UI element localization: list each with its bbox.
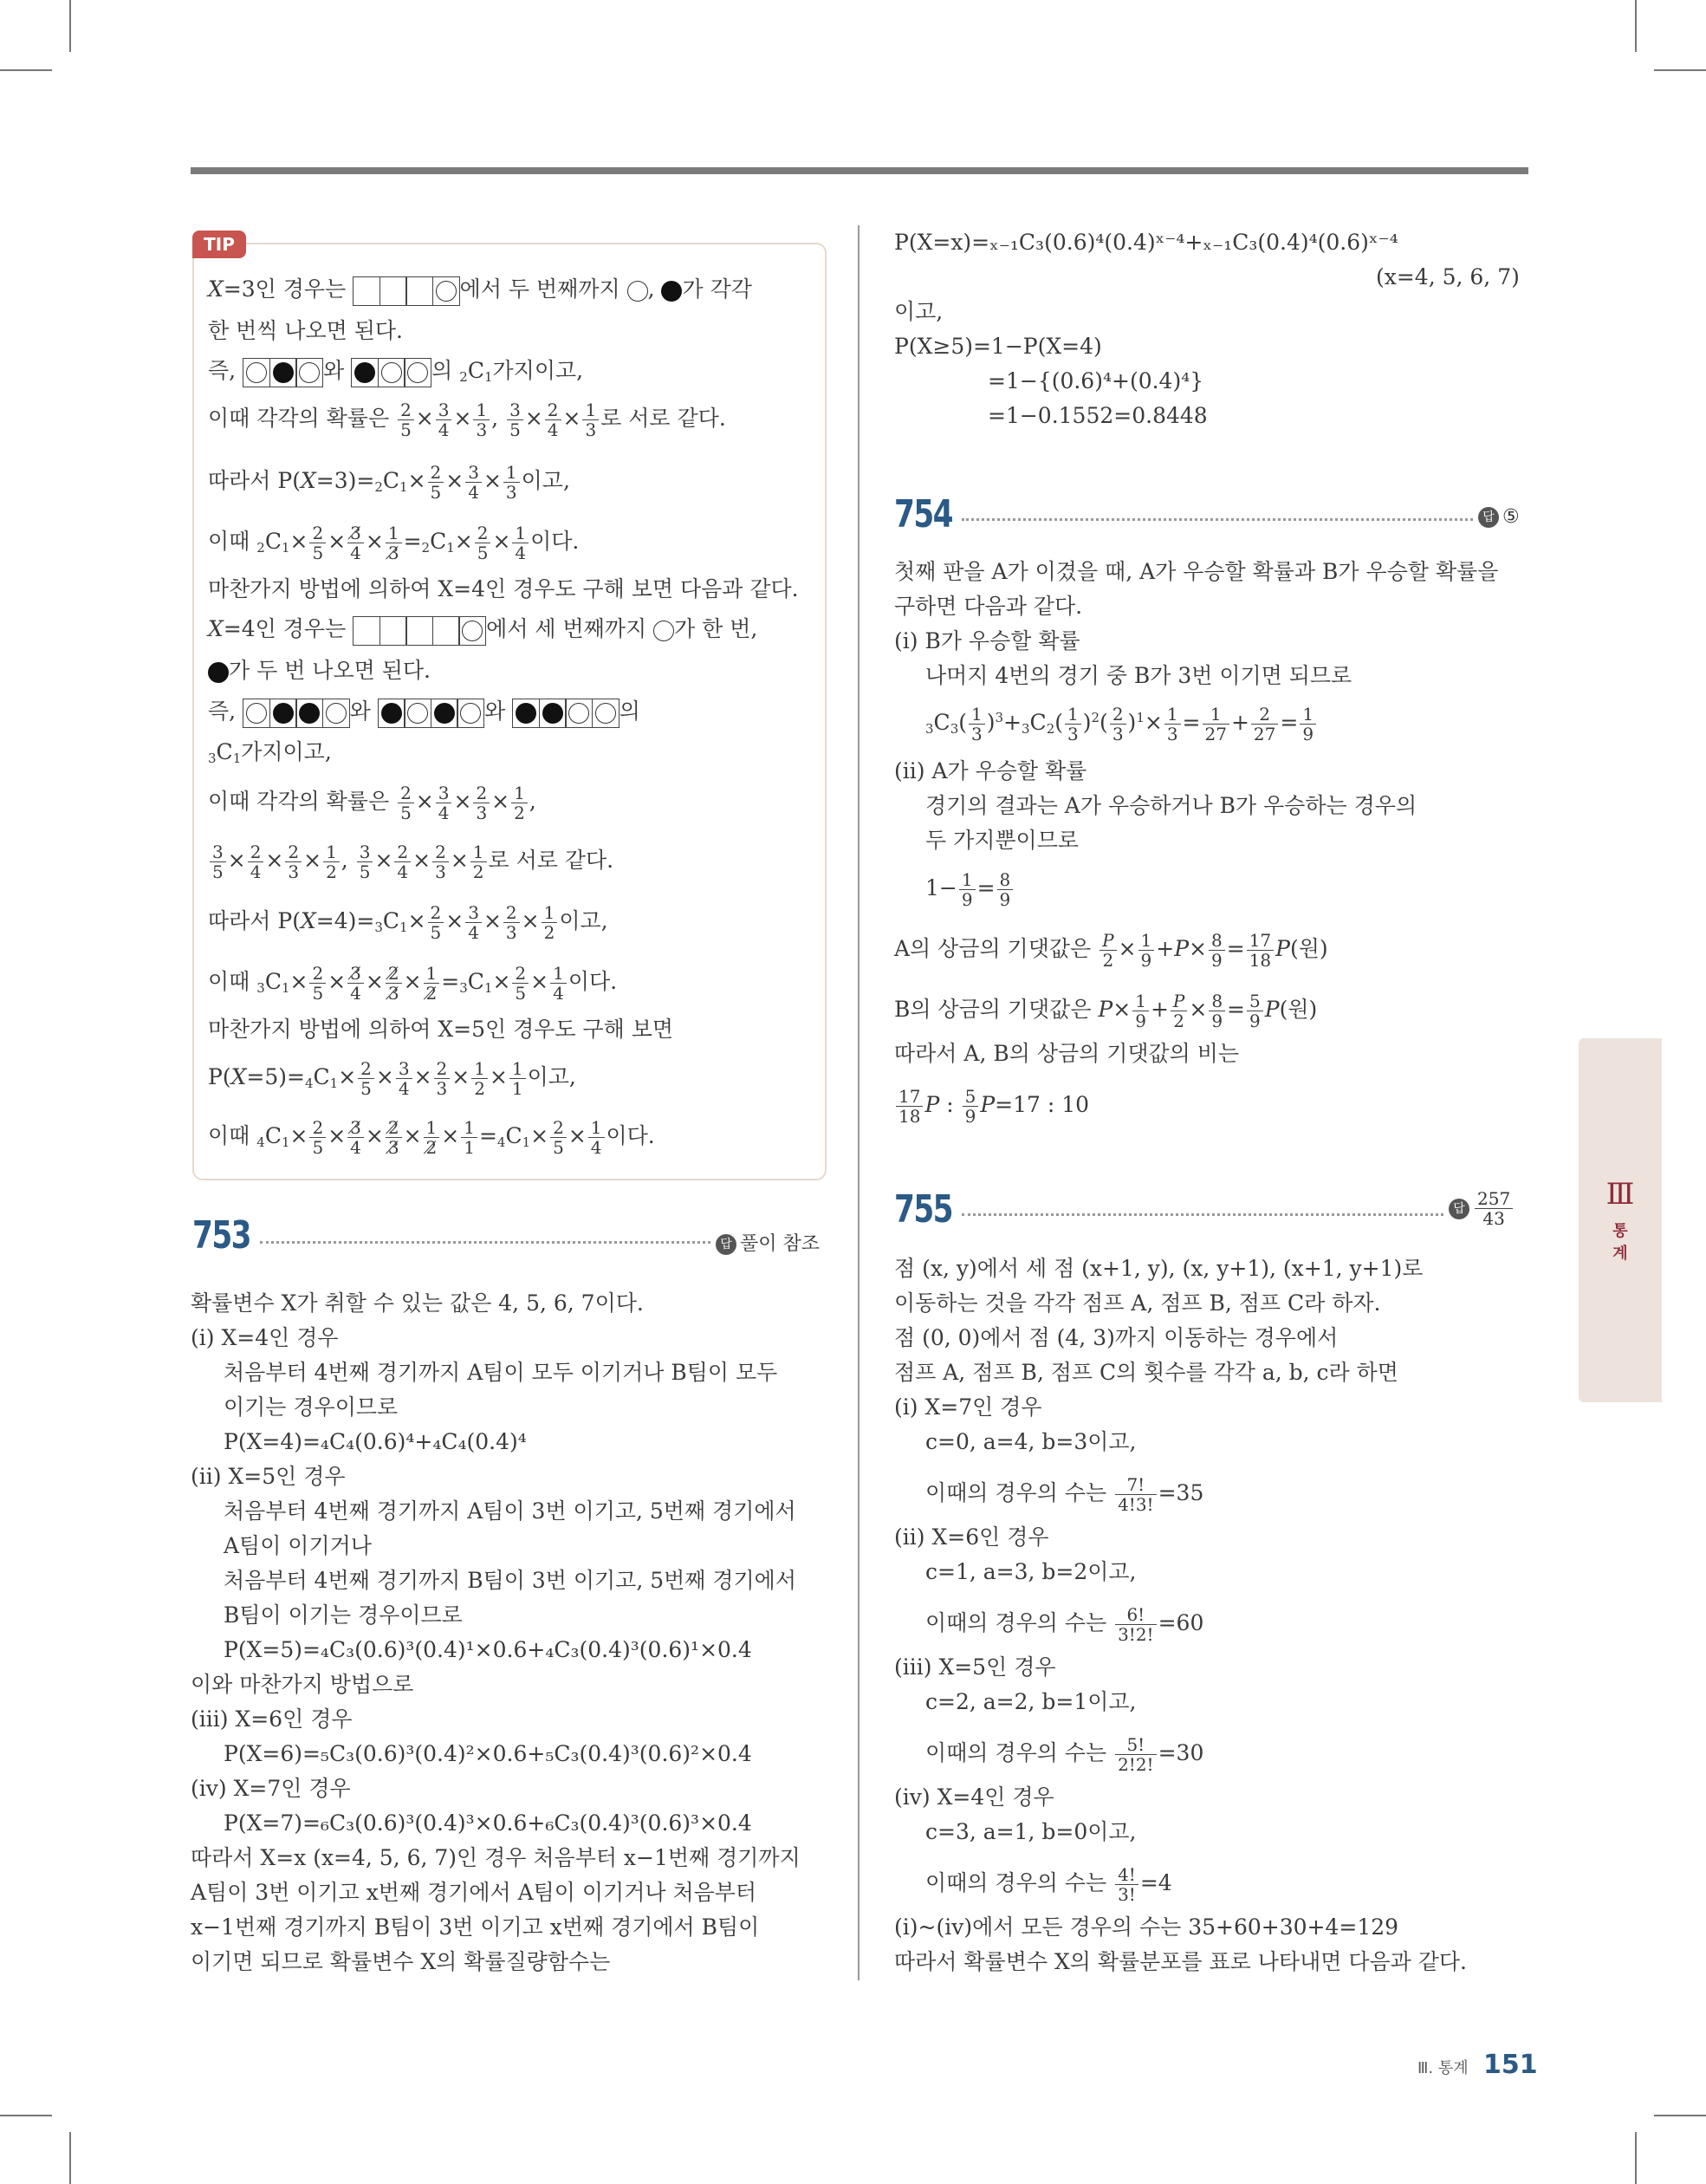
- p754-line: 구하면 다음과 같다.: [894, 594, 1083, 619]
- tip-line-1: X=3인 경우는 에서 두 번째까지 , 가 각각: [208, 276, 752, 306]
- p754-b-expect: B의 상금의 기댓값은 P× $\frac{1}{9}$ + $\frac{P}{2}$ × $\frac{8}{9}$ = $\frac{5}{9}$ P(원): [894, 991, 1318, 1031]
- answer-icon: 답: [1478, 507, 1499, 528]
- p754-ratio: $\frac{17}{18}$ P : $\frac{5}{9}$ P=17 : 10: [894, 1087, 1089, 1126]
- chapter-side-tab: [1579, 1038, 1662, 1402]
- p753-line: A팀이 3번 이기고 x번째 경기에서 A팀이 이기거나 처음부터: [191, 1880, 757, 1905]
- pmf-line: 이고,: [894, 299, 944, 324]
- chapter-title: 통 계: [1612, 1222, 1628, 1263]
- problem-number-755: 755: [894, 1187, 952, 1232]
- tip-line-17: $P(X=5)=_4C_1\times$ $\frac{2}{5}$ × $\frac{3}{4}$ × $\frac{2}{3}$ × $\frac{1}{2}$ × $\frac{1}{1}$ 이고,: [208, 1058, 576, 1099]
- p753-line: P(X=7)=₆C₃(0.6)³(0.4)³×0.6+₆C₃(0.4)³(0.6)³×0.4: [224, 1810, 752, 1836]
- case-head: (ⅳ) X=4인 경우: [894, 1784, 1054, 1810]
- p753-line: 이와 마찬가지 방법으로: [191, 1672, 414, 1697]
- crop-mark: [0, 69, 52, 71]
- tip-line-13: $\frac{3}{5}$ × $\frac{2}{4}$ × $\frac{2}{3}$ × $\frac{1}{2}$ , $\frac{3}{5}$ × $\frac{2}{4}$ × $\frac{2}{3}$ × $\frac{1}{2}$ 로 서로 같다.: [208, 842, 613, 881]
- white-circle-icon: [627, 281, 648, 302]
- case-count: 이때의 경우의 수는 $\frac{5!}{2!2!}$ =30: [925, 1734, 1204, 1775]
- case-head: (ⅲ) X=5인 경우: [894, 1654, 1056, 1680]
- page-number: 151: [1483, 2050, 1538, 2080]
- p755-line: 점프 A, 점프 B, 점프 C의 횟수를 각각 a, b, c라 하면: [894, 1360, 1398, 1385]
- tip-line-4: 이때 각각의 확률은 $\frac{2}{5}$ × $\frac{3}{4}$ × $\frac{1}{3}$ , $\frac{3}{5}$ × $\frac{2}{4}$ × $\frac{1}{3}$ 로 서로 같다.: [208, 400, 726, 440]
- case-count: 이때의 경우의 수는 $\frac{4!}{3!}$ =4: [925, 1864, 1172, 1905]
- p754-line: (ⅰ) B가 우승할 확률: [894, 628, 1080, 653]
- tip-line-6: 이때 $_2C_1\times$ $\frac{2}{5}$ × $\frac{3̸}{4}$ × $\frac{1}{3̸}$ $=_2C_1\times$ $\frac{2}{5}$ × $\frac{1}{4}$ 이다.: [208, 523, 580, 563]
- dotted-leader: [260, 1241, 710, 1244]
- pmf-line: =1−0.1552=0.8448: [988, 403, 1208, 428]
- p755-line: 점 (x, y)에서 세 점 (x+1, y), (x, y+1), (x+1, y+1)로: [894, 1256, 1424, 1281]
- p753-line: P(X=6)=₅C₃(0.6)³(0.4)²×0.6+₅C₃(0.4)³(0.6)²×0.4: [224, 1741, 752, 1766]
- crop-mark: [0, 2115, 52, 2116]
- crop-mark: [69, 2132, 71, 2184]
- tip-line-8: X=4인 경우는 에서 세 번째까지 가 한 번,: [208, 615, 757, 646]
- crop-mark: [1654, 2115, 1706, 2116]
- case-cond: c=2, a=2, b=1이고,: [925, 1689, 1137, 1714]
- tip-line-7: 마찬가지 방법에 의하여 X=4인 경우도 구해 보면 다음과 같다.: [208, 576, 799, 601]
- crop-mark: [1635, 2132, 1637, 2184]
- tip-line-15: 이때 $_3C_1\times$ $\frac{2}{5}$ × $\frac{3̸}{4}$ × $\frac{2̸}{3̸}$ × $\frac{1}{2̸}$ $=_3C_1\times$ $\frac{2}{5}$ × $\frac{1}{4}$ 이다.: [208, 963, 618, 1004]
- crop-mark: [1654, 69, 1706, 71]
- pmf-range: (x=4, 5, 6, 7): [1376, 264, 1520, 289]
- answer-754: 답 ⑤: [1478, 506, 1520, 528]
- crop-mark: [69, 0, 71, 52]
- tip-line-11: $_3C_1$가지이고,: [208, 739, 332, 766]
- p753-line: 확률변수 X가 취할 수 있는 값은 4, 5, 6, 7이다.: [191, 1290, 644, 1316]
- tip-line-5: 따라서 $P(X=3)=_2C_1\times$ $\frac{2}{5}$ × $\frac{3}{4}$ × $\frac{1}{3}$ 이고,: [208, 462, 570, 503]
- problem-number-754: 754: [894, 492, 952, 536]
- p753-line: 처음부터 4번째 경기까지 A팀이 3번 이기고, 5번째 경기에서: [224, 1498, 796, 1524]
- p754-line: 나머지 4번의 경기 중 B가 3번 이기면 되므로: [925, 663, 1352, 688]
- p753-line: A팀이 이기거나: [224, 1533, 372, 1558]
- tip-line-12: 이때 각각의 확률은 $\frac{2}{5}$ × $\frac{3}{4}$ × $\frac{2}{3}$ × $\frac{1}{2}$ ,: [208, 783, 536, 823]
- p755-summary: (ⅰ)~(ⅳ)에서 모든 경우의 수는 35+60+30+4=129: [894, 1914, 1399, 1940]
- p754-b-prob: $_3C_3$( $\frac{1}{3}$ )$^3+_3C_2$( $\frac{1}{3}$ )$^2$( $\frac{2}{3}$ )$^1$× $\frac{1}{3}$ = $\frac{1}{27}$ + $\frac{2}{27}$ = $\frac{1}{9}$: [925, 704, 1318, 744]
- p753-line: 따라서 X=x (x=4, 5, 6, 7)인 경우 처음부터 x−1번째 경기까지: [191, 1845, 801, 1870]
- p754-a-expect: A의 상금의 기댓값은 $\frac{P}{2}$ × $\frac{1}{9}$ +P× $\frac{8}{9}$ = $\frac{17}{18}$ P(원): [894, 930, 1328, 971]
- tip-line-2: 한 번씩 나오면 된다.: [208, 318, 403, 343]
- footer-section: Ⅲ. 통계: [1417, 2059, 1469, 2077]
- tip-line-14: 따라서 $P(X=4)=_3C_1\times$ $\frac{2}{5}$ × $\frac{3}{4}$ × $\frac{2}{3}$ × $\frac{1}{2}$ 이고,: [208, 902, 608, 943]
- p755-line: 이동하는 것을 각각 점프 A, 점프 B, 점프 C라 하자.: [894, 1290, 1381, 1316]
- answer-icon: 답: [1449, 1199, 1469, 1219]
- case-cond: c=1, a=3, b=2이고,: [925, 1559, 1137, 1584]
- p753-line: 처음부터 4번째 경기까지 B팀이 3번 이기고, 5번째 경기에서: [224, 1568, 796, 1593]
- p754-a-prob: 1− $\frac{1}{9}$ = $\frac{8}{9}$: [925, 870, 1015, 909]
- p753-line: P(X=4)=₄C₄(0.6)⁴+₄C₄(0.4)⁴: [224, 1429, 527, 1454]
- answer-755: 답 $\frac{257}{43}$: [1449, 1189, 1515, 1228]
- case-count: 이때의 경우의 수는 $\frac{6!}{3!2!}$ =60: [925, 1604, 1204, 1645]
- p755-summary: 따라서 확률변수 X의 확률분포를 표로 나타내면 다음과 같다.: [894, 1949, 1467, 1974]
- p753-line: B팀이 이기는 경우이므로: [224, 1602, 463, 1628]
- case-cond: c=0, a=4, b=3이고,: [925, 1429, 1137, 1454]
- p754-line: 두 가지뿐이므로: [925, 828, 1079, 853]
- tip-line-10: 즉, 와 와 의: [208, 698, 640, 728]
- crop-mark: [1635, 0, 1637, 52]
- dotted-leader: [962, 518, 1473, 521]
- header-rule: [191, 167, 1528, 174]
- case-head: (ⅱ) X=6인 경우: [894, 1524, 1049, 1550]
- chapter-roman: Ⅲ: [1605, 1177, 1635, 1212]
- p754-line: (ⅱ) A가 우승할 확률: [894, 758, 1087, 783]
- case-count: 이때의 경우의 수는 $\frac{7!}{4!3!}$ =35: [925, 1474, 1204, 1515]
- p753-line: (ⅲ) X=6인 경우: [191, 1706, 353, 1732]
- tip-line-16: 마찬가지 방법에 의하여 X=5인 경우도 구해 보면: [208, 1017, 674, 1042]
- p753-line: P(X=5)=₄C₃(0.6)³(0.4)¹×0.6+₄C₃(0.4)³(0.6)¹×0.4: [224, 1637, 752, 1662]
- p753-line: 이기는 경우이므로: [224, 1394, 399, 1420]
- p753-line: (ⅱ) X=5인 경우: [191, 1464, 346, 1489]
- p754-line: 첫째 판을 A가 이겼을 때, A가 우승할 확률과 B가 우승할 확률을: [894, 559, 1499, 584]
- case-cond: c=3, a=1, b=0이고,: [925, 1819, 1137, 1844]
- dotted-leader: [962, 1213, 1443, 1216]
- p755-line: 점 (0, 0)에서 점 (4, 3)까지 이동하는 경우에서: [894, 1325, 1339, 1350]
- tip-line-18: 이때 $_4C_1\times$ $\frac{2}{5}$ × $\frac{3̸}{4}$ × $\frac{2̸}{3̸}$ × $\frac{1}{2̸}$ × $\frac{1}{1}$ $=_4C_1\times$ $\frac{2}{5}$ × $\frac{1}{4}$ 이다.: [208, 1117, 655, 1158]
- p753-line: 처음부터 4번째 경기까지 A팀이 모두 이기거나 B팀이 모두: [224, 1360, 778, 1385]
- slot-boxes: [353, 276, 460, 306]
- p753-line: (ⅰ) X=4인 경우: [191, 1325, 339, 1350]
- column-divider: [858, 225, 859, 1980]
- pmf-line: P(X=x)=ₓ₋₁C₃(0.6)⁴(0.4)ˣ⁻⁴+ₓ₋₁C₃(0.4)⁴(0.6)ˣ⁻⁴: [894, 230, 1398, 255]
- p754-line: 경기의 결과는 A가 우승하거나 B가 우승하는 경우의: [925, 793, 1417, 818]
- tip-line-3: 즉, 와 의 $_2C_1$가지이고,: [208, 357, 583, 391]
- problem-number-753: 753: [192, 1213, 250, 1258]
- tip-tag: TIP: [192, 231, 246, 258]
- answer-icon: 답: [716, 1234, 736, 1255]
- black-circle-icon: [661, 281, 682, 302]
- case-head: (ⅰ) X=7인 경우: [894, 1394, 1042, 1420]
- p753-line: 이기면 되므로 확률변수 X의 확률질량함수는: [191, 1949, 611, 1974]
- pmf-line: P(X≥5)=1−P(X=4): [894, 334, 1102, 359]
- answer-753: 답 풀이 참조: [716, 1229, 820, 1256]
- tip-line-9: 가 두 번 나오면 된다.: [208, 657, 431, 685]
- pmf-line: =1−{(0.6)⁴+(0.4)⁴}: [988, 368, 1204, 393]
- p754-line: 따라서 A, B의 상금의 기댓값의 비는: [894, 1041, 1240, 1066]
- p753-line: (ⅳ) X=7인 경우: [191, 1776, 351, 1801]
- p753-line: x−1번째 경기까지 B팀이 3번 이기고 x번째 경기에서 B팀이: [191, 1914, 760, 1940]
